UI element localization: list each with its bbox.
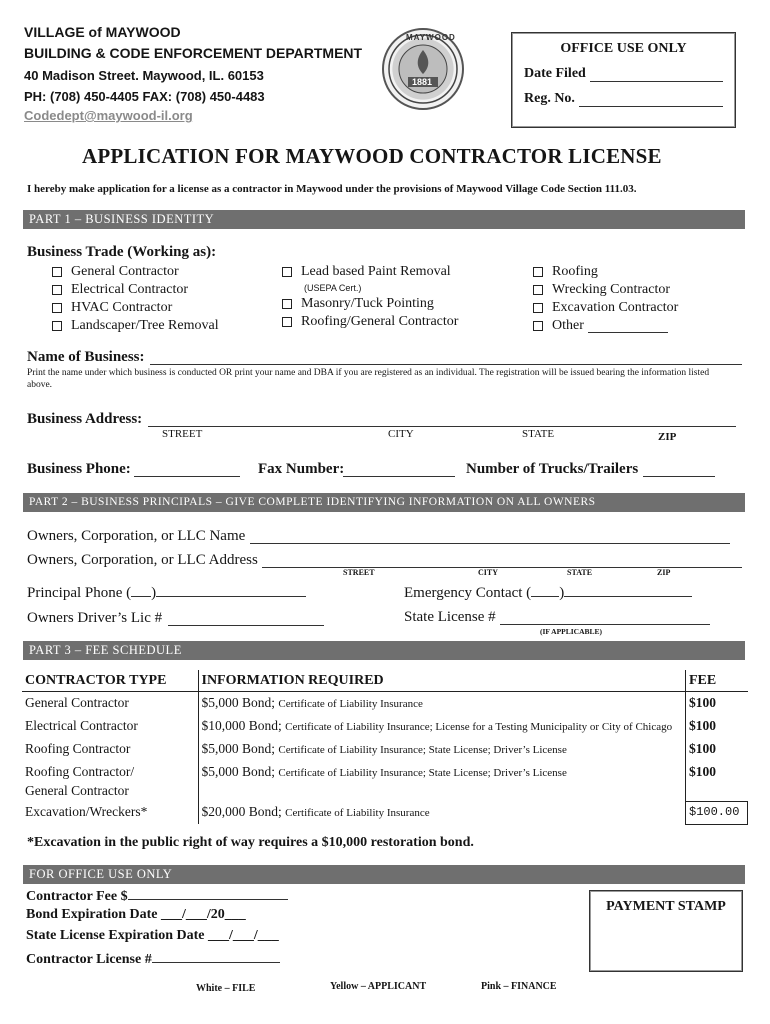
checkbox-general-contractor[interactable] (52, 263, 219, 281)
contractor-type (22, 761, 198, 801)
business-trade-label: Business Trade (Working as): (27, 244, 217, 260)
trade-label: Lead based Paint Removal (301, 264, 451, 279)
owner-address-field[interactable] (262, 554, 742, 568)
principal-area-code-field[interactable] (131, 583, 151, 597)
drivers-license-label: Owners Driver’s Lic # (27, 610, 163, 626)
department-address: 40 Madison Street. Maywood, IL. 60153 (24, 68, 264, 83)
table-row (22, 738, 748, 761)
trade-column-1 (52, 263, 219, 335)
fee-amount: $100 (686, 715, 748, 738)
checkbox-box[interactable] (282, 267, 292, 277)
contractor-license-field[interactable] (152, 949, 280, 963)
principal-phone-field[interactable] (156, 583, 306, 597)
trade-label: Roofing/General Contractor (301, 314, 459, 329)
office-use-title: OFFICE USE ONLY (560, 41, 687, 56)
fee-table-header (22, 670, 748, 692)
seal-year: 1881 (412, 77, 433, 87)
contractor-type: Roofing Contractor (22, 738, 198, 761)
date-filed-field[interactable] (590, 67, 723, 82)
contractor-type-line1: Roofing Contractor/ (25, 764, 135, 779)
emergency-area-code-field[interactable] (531, 583, 559, 597)
fax-number-field[interactable] (343, 463, 455, 477)
requirements: Certificate of Liability Insurance (278, 698, 423, 710)
requirements: Certificate of Liability Insurance; State License; Driver’s License (278, 744, 567, 756)
address-city-caption: CITY (388, 428, 414, 440)
checkbox-box[interactable] (282, 299, 292, 309)
checkbox-roofing-general[interactable] (282, 313, 458, 331)
bond-amount: $10,000 Bond; (201, 718, 282, 733)
form-title: APPLICATION FOR MAYWOOD CONTRACTOR LICENSE (82, 144, 662, 168)
emergency-contact-field[interactable] (564, 583, 692, 597)
state-license-expiration-label (26, 928, 279, 944)
checkbox-landscaper[interactable] (52, 317, 219, 335)
trucks-field[interactable] (643, 463, 715, 477)
business-name-note: Print the name under which business is conducted OR print your name and DBA if you are registered as an individual. The registration will be issued bearing the information listed above. (27, 368, 710, 390)
business-address-field[interactable] (148, 413, 736, 427)
business-phone-field[interactable] (134, 463, 240, 477)
trade-column-2 (282, 263, 458, 331)
if-applicable-caption: (IF APPLICABLE) (540, 627, 603, 636)
state-license-expiration-field[interactable]: ___/___/___ (207, 928, 279, 943)
contractor-license-text: Contractor License # (26, 952, 152, 967)
table-row (22, 801, 748, 824)
state-license-label: State License # (404, 609, 496, 625)
business-phone-label: Business Phone: (27, 461, 131, 477)
fee-amount: $100 (686, 761, 748, 801)
owner-address-label: Owners, Corporation, or LLC Address (27, 552, 258, 568)
payment-stamp-label: PAYMENT STAMP (606, 899, 726, 914)
checkbox-box[interactable] (52, 321, 62, 331)
address-state-caption: STATE (522, 428, 555, 440)
principal-phone-paren: ) (151, 585, 157, 601)
business-address-label: Business Address: (27, 411, 143, 427)
fee-schedule-table (22, 670, 748, 825)
trade-label: General Contractor (71, 264, 179, 279)
contractor-type: Excavation/Wreckers* (22, 801, 198, 824)
header-fee: FEE (686, 670, 748, 692)
trade-label: Landscaper/Tree Removal (71, 318, 219, 333)
contractor-fee-text: Contractor Fee $ (26, 889, 128, 904)
contractor-license-label (26, 949, 280, 968)
requirements: Certificate of Liability Insurance; License for a Testing Municipality or City of Chicago (285, 721, 673, 733)
trade-label: Masonry/Tuck Pointing (301, 296, 434, 311)
checkbox-box[interactable] (52, 267, 62, 277)
address-zip-caption: ZIP (658, 431, 677, 443)
village-name: VILLAGE of MAYWOOD (24, 24, 181, 40)
business-name-field[interactable] (150, 351, 742, 365)
table-row (22, 761, 748, 801)
trucks-label: Number of Trucks/Trailers (466, 461, 639, 477)
drivers-license-field[interactable] (168, 612, 324, 626)
owner-name-label: Owners, Corporation, or LLC Name (27, 528, 246, 544)
date-filed-label: Date Filed (524, 66, 586, 81)
checkbox-box[interactable] (533, 303, 543, 313)
part1-header-bar: PART 1 – BUSINESS IDENTITY (23, 210, 745, 229)
reg-no-field[interactable] (579, 92, 723, 107)
emergency-contact-paren: ) (559, 585, 565, 601)
checkbox-lead-paint[interactable] (282, 263, 458, 281)
checkbox-box[interactable] (52, 303, 62, 313)
checkbox-other[interactable] (533, 317, 678, 335)
bond-amount: $5,000 Bond; (201, 741, 276, 756)
village-seal-logo (382, 28, 464, 110)
information-required (198, 692, 686, 716)
department-name: BUILDING & CODE ENFORCEMENT DEPARTMENT (24, 45, 363, 61)
part3-header-bar: PART 3 – FEE SCHEDULE (23, 641, 745, 660)
address-street-caption: STREET (162, 428, 203, 440)
bond-amount: $5,000 Bond; (201, 764, 276, 779)
owner-city-caption: CITY (478, 568, 499, 577)
payment-stamp-box (589, 890, 743, 972)
bond-expiration-label (26, 907, 246, 923)
trade-label: HVAC Contractor (71, 300, 173, 315)
header-information-required: INFORMATION REQUIRED (198, 670, 686, 692)
bond-expiration-field[interactable]: ___/___/20___ (160, 907, 246, 922)
emergency-contact-label (404, 583, 692, 602)
owner-zip-caption: ZIP (657, 568, 671, 577)
header-contractor-type: CONTRACTOR TYPE (22, 670, 198, 692)
owner-state-caption: STATE (567, 568, 593, 577)
information-required (198, 715, 686, 738)
requirements: Certificate of Liability Insurance (285, 807, 430, 819)
bond-expiration-text: Bond Expiration Date (26, 907, 158, 922)
department-phone-fax: PH: (708) 450-4405 FAX: (708) 450-4483 (24, 89, 265, 104)
checkbox-electrical-contractor[interactable] (52, 281, 219, 299)
principal-phone-text: Principal Phone ( (27, 585, 132, 601)
requirements: Certificate of Liability Insurance; State License; Driver’s License (278, 767, 567, 779)
business-name-label: Name of Business: (27, 349, 145, 365)
department-email-link[interactable]: Codedept@maywood-il.org (24, 108, 193, 123)
emergency-contact-text: Emergency Contact ( (404, 585, 532, 601)
contractor-fee-label (26, 886, 288, 905)
owner-name-field[interactable] (250, 530, 730, 544)
trade-label: Excavation Contractor (552, 300, 679, 315)
checkbox-wrecking[interactable] (533, 281, 678, 299)
part2-header-bar: PART 2 – BUSINESS PRINCIPALS – GIVE COMPLETE IDENTIFYING INFORMATION ON ALL OWNERS (23, 493, 745, 512)
trade-label: Other (552, 318, 584, 333)
trade-column-3 (533, 263, 678, 335)
state-license-expiration-text: State License Expiration Date (26, 928, 205, 943)
contractor-type: Electrical Contractor (22, 715, 198, 738)
contractor-fee-field[interactable] (128, 886, 288, 900)
checkbox-box[interactable] (533, 267, 543, 277)
state-license-field[interactable] (500, 611, 710, 625)
trade-label: Wrecking Contractor (552, 282, 671, 297)
table-row (22, 715, 748, 738)
bond-amount: $5,000 Bond; (201, 695, 276, 710)
checkbox-box[interactable] (52, 285, 62, 295)
checkbox-box[interactable] (282, 317, 292, 327)
trade-label: Electrical Contractor (71, 282, 188, 297)
office-use-header-bar: FOR OFFICE USE ONLY (23, 865, 745, 884)
fax-number-label: Fax Number: (258, 461, 345, 477)
usepa-note: (USEPA Cert.) (304, 283, 362, 293)
checkbox-box[interactable] (533, 321, 543, 331)
checkbox-roofing[interactable] (533, 263, 678, 281)
excavation-footnote: *Excavation in the public right of way requires a $10,000 restoration bond. (27, 835, 474, 850)
checkbox-hvac-contractor[interactable] (52, 299, 219, 317)
fee-amount: $100.00 (686, 801, 748, 824)
information-required (198, 801, 686, 824)
form-intro: I hereby make application for a license as a contractor in Maywood under the provisions of Maywood Village Code Section 111.03. (27, 183, 637, 195)
bond-amount: $20,000 Bond; (201, 804, 282, 819)
principal-phone-label (27, 583, 306, 602)
information-required (198, 738, 686, 761)
other-field[interactable] (588, 319, 668, 333)
checkbox-excavation[interactable] (533, 299, 678, 317)
copy-yellow: Yellow – APPLICANT (330, 981, 427, 992)
checkbox-masonry[interactable] (282, 295, 458, 313)
office-use-box (511, 32, 736, 128)
fee-amount: $100 (686, 738, 748, 761)
contractor-type-line2: General Contractor (25, 783, 129, 798)
reg-no-label: Reg. No. (524, 91, 575, 106)
seal-text: MAYWOOD (406, 33, 456, 42)
checkbox-box[interactable] (533, 285, 543, 295)
information-required (198, 761, 686, 801)
copy-pink: Pink – FINANCE (481, 981, 557, 992)
copy-white: White – FILE (196, 983, 256, 994)
owner-street-caption: STREET (343, 568, 375, 577)
trade-label: Roofing (552, 264, 598, 279)
table-row (22, 692, 748, 716)
fee-amount: $100 (686, 692, 748, 716)
contractor-type: General Contractor (22, 692, 198, 716)
